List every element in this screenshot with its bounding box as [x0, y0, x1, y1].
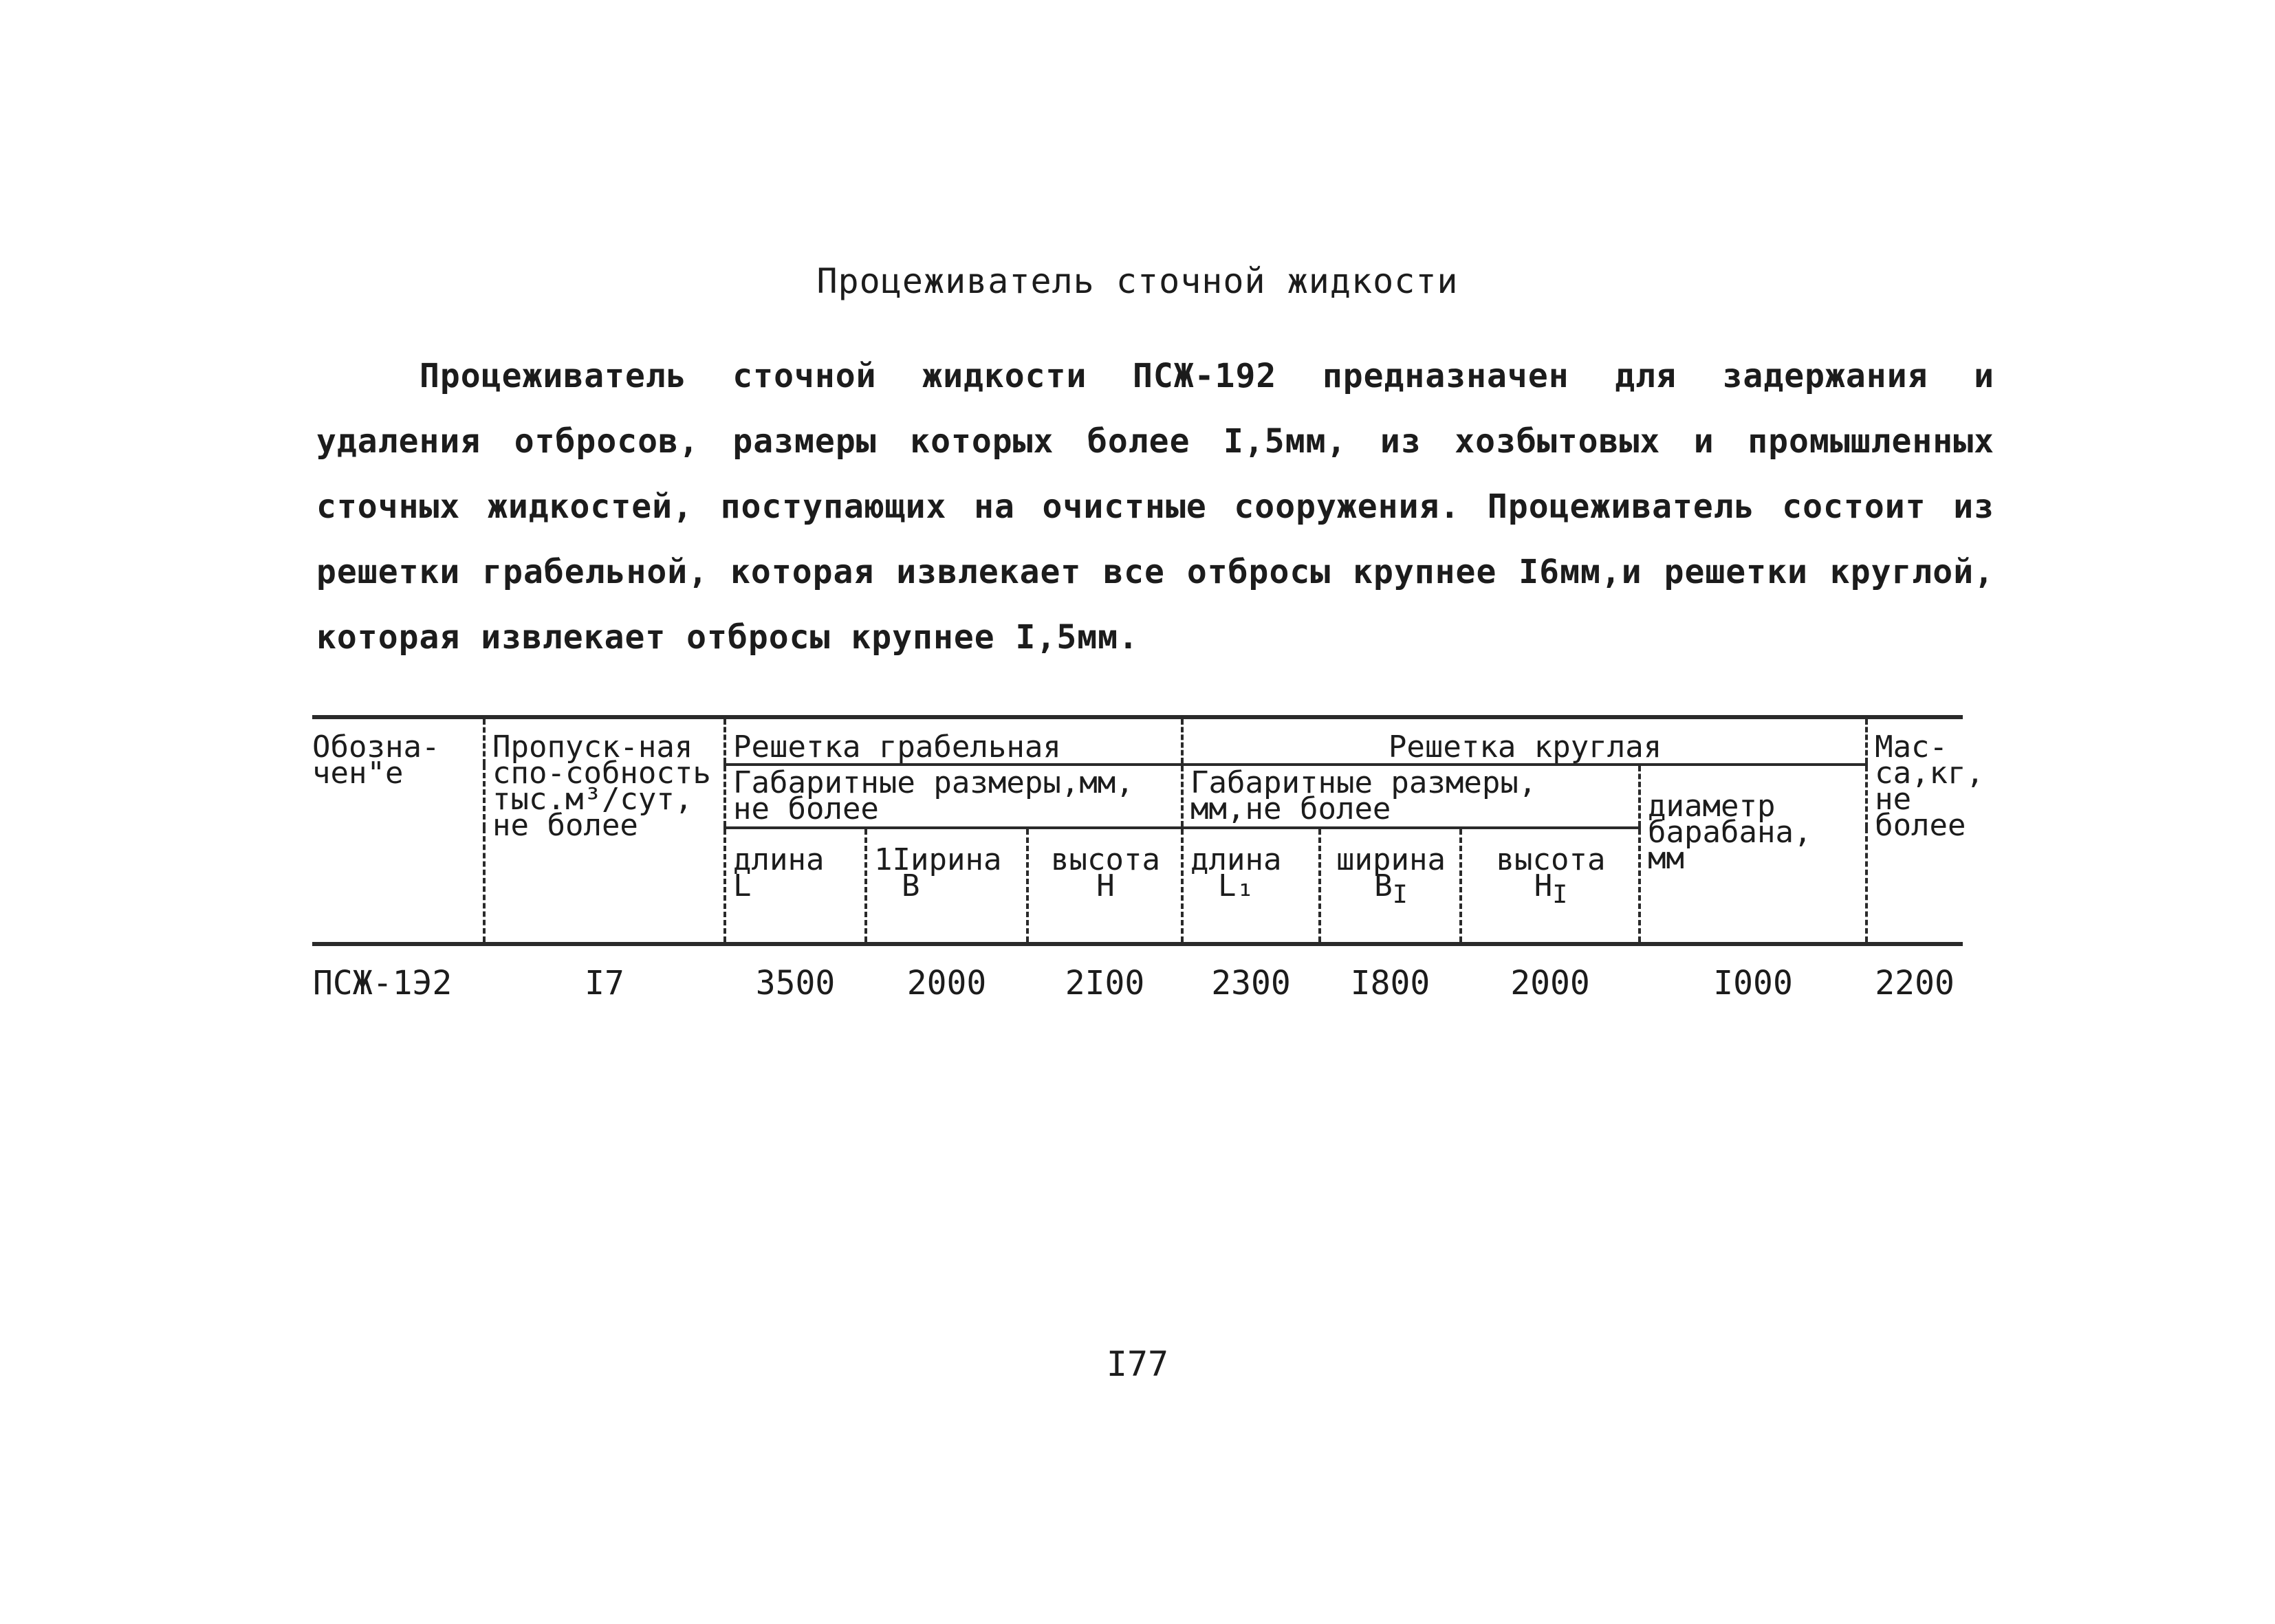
- header-round-grating: Решетка круглая: [1182, 717, 1866, 765]
- header-length: [725, 828, 866, 942]
- cell-capacity: I7: [585, 963, 624, 1002]
- header-width: [866, 828, 1027, 942]
- header-width1-subscript: I: [1392, 879, 1408, 909]
- header-rake-overall-dimensions: Габаритные размеры,мм, не более: [725, 765, 1182, 828]
- header-height-symbol: Н: [1096, 868, 1115, 903]
- header-height1-symbol: Н: [1534, 868, 1553, 903]
- header-width1-label: ширина: [1336, 842, 1446, 877]
- header-capacity: Пропуск-ная спо-собность тыс.м³/сут, не более: [484, 717, 725, 942]
- header-width1-symbol: В: [1374, 868, 1393, 903]
- header-drum-diameter: диаметр барабана, мм: [1640, 765, 1866, 942]
- cell-height1: 2000: [1510, 963, 1590, 1002]
- cell-length1: 2300: [1211, 963, 1291, 1002]
- header-round-overall-dimensions: Габаритные размеры, мм,не более: [1182, 765, 1640, 828]
- header-designation: Обозна-чен"е: [312, 717, 484, 942]
- header-width1: [1320, 828, 1461, 942]
- cell-mass: 2200: [1875, 963, 1955, 1002]
- header-height: [1027, 828, 1182, 942]
- header-height1-subscript: I: [1552, 879, 1568, 909]
- header-height-label: высота: [1051, 842, 1160, 877]
- header-length-symbol: L: [733, 868, 752, 903]
- header-length1-label: длина: [1190, 842, 1282, 877]
- header-width-symbol: В: [902, 868, 920, 903]
- header-length1: [1182, 828, 1320, 942]
- document-title: Процеживатель сточной жидкости: [816, 261, 1459, 301]
- header-length-label: длина: [733, 842, 825, 877]
- header-rake-grating: Решетка грабельная: [725, 717, 1182, 765]
- header-height1-label: высота: [1496, 842, 1606, 877]
- cell-length: 3500: [755, 963, 836, 1002]
- page-number: I77: [1106, 1344, 1169, 1384]
- table-row: [312, 944, 1963, 1003]
- cell-drum-diameter: I000: [1713, 963, 1793, 1002]
- specification-table: [312, 715, 1985, 1003]
- cell-height: 2I00: [1065, 963, 1145, 1002]
- intro-paragraph: Процеживатель сточной жидкости ПСЖ-192 предназначен для задержания и удаления отбросов, размеры которых более I,5мм, из хозбытовых и промышленных сточных жидкостей, поступающих на очистные сооружения. Процеживатель состоит из решетки грабельной, которая извлекает все отбросы крупнее I6мм,и решетки круглой, которая извлекает отбросы крупнее I,5мм.: [316, 357, 1994, 657]
- cell-designation: ПСЖ-1Э2: [313, 963, 453, 1002]
- cell-width1: I800: [1350, 963, 1430, 1002]
- header-length1-symbol: L₁: [1218, 868, 1255, 903]
- header-width-label: 1Iирина: [874, 842, 1002, 877]
- cell-width: 2000: [906, 963, 987, 1002]
- header-height1: [1461, 828, 1640, 942]
- header-mass: Мас-са,кг, не более: [1866, 717, 1963, 942]
